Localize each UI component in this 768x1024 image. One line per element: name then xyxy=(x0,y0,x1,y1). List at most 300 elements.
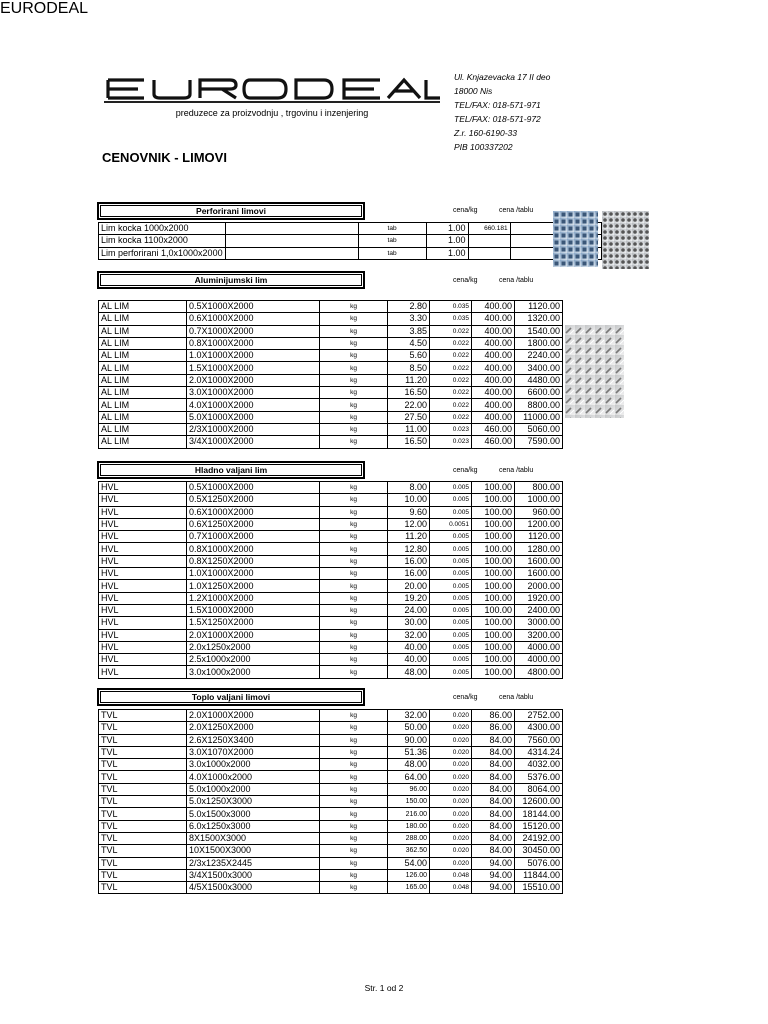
col-header-cena-kg: cena/kg xyxy=(453,277,478,284)
col-header-cena-tablu: cena /tablu xyxy=(499,694,534,701)
cell-factor: 0.005 xyxy=(430,629,472,641)
cell-unit: kg xyxy=(320,808,388,820)
cell-price-kg: 100.00 xyxy=(472,604,515,616)
cell-name: Lim kocka 1000x2000 xyxy=(99,223,226,235)
aluminijum-rebrasti-lim-image xyxy=(565,325,624,418)
table-row xyxy=(99,362,563,374)
cell-unit: kg xyxy=(320,362,388,374)
cell-quantity: 48.00 xyxy=(388,759,430,771)
cell-dimension: 4.0X1000x2000 xyxy=(187,771,320,783)
cell-quantity: 1.00 xyxy=(426,223,468,235)
cell-price-sheet: 6600.00 xyxy=(515,387,563,399)
cell-factor: 0.020 xyxy=(430,832,472,844)
cell-unit: kg xyxy=(320,771,388,783)
cell-factor: 0.020 xyxy=(430,845,472,857)
table-row xyxy=(99,604,563,616)
cell-price-sheet: 2400.00 xyxy=(515,604,563,616)
cell-name: HVL xyxy=(99,531,187,543)
cell-unit: kg xyxy=(320,820,388,832)
cell-factor: 0.022 xyxy=(430,337,472,349)
col-header-cena-kg: cena/kg xyxy=(453,207,478,214)
cell-name: AL LIM xyxy=(99,436,187,448)
cell-quantity: 10.00 xyxy=(388,494,430,506)
cell-price-kg: 100.00 xyxy=(472,494,515,506)
cell-quantity: 16.50 xyxy=(388,436,430,448)
cell-quantity: 16.00 xyxy=(388,568,430,580)
cell-name: AL LIM xyxy=(99,411,187,423)
cell-quantity: 150.00 xyxy=(388,796,430,808)
cell-factor: 0.022 xyxy=(430,399,472,411)
cell-dimension: 6.0x1250x3000 xyxy=(187,820,320,832)
cell-unit: kg xyxy=(320,518,388,530)
cell-dimension: 1.5X1000X2000 xyxy=(187,362,320,374)
cell-unit: kg xyxy=(320,759,388,771)
cell-unit: kg xyxy=(320,580,388,592)
cell-factor: 0.022 xyxy=(430,350,472,362)
table-row xyxy=(99,832,563,844)
cell-dimension: 2/3x1235X2445 xyxy=(187,857,320,869)
table-row xyxy=(99,423,563,435)
cell-quantity: 51.36 xyxy=(388,746,430,758)
col-header-cena-tablu: cena /tablu xyxy=(499,277,534,284)
cell-price-kg: 100.00 xyxy=(472,531,515,543)
cell-price-kg xyxy=(510,223,553,235)
table-row xyxy=(99,869,563,881)
cell-price-sheet: 11844.00 xyxy=(515,869,563,881)
section-header-hladno-valjani: Hladno valjani lim xyxy=(97,461,365,479)
cell-unit: tab xyxy=(358,247,426,259)
cell-unit: kg xyxy=(320,350,388,362)
cell-name: AL LIM xyxy=(99,325,187,337)
cell-unit: kg xyxy=(320,857,388,869)
cell-price-kg: 460.00 xyxy=(472,423,515,435)
cell-dimension: 0.6X1250X2000 xyxy=(187,518,320,530)
col-header-cena-kg: cena/kg xyxy=(453,467,478,474)
cell-unit: kg xyxy=(320,654,388,666)
cell-name: TVL xyxy=(99,869,187,881)
cell-price-kg: 400.00 xyxy=(472,411,515,423)
cell-price-sheet: 18144.00 xyxy=(515,808,563,820)
cell-factor: 0.005 xyxy=(430,641,472,653)
cell-unit: kg xyxy=(320,494,388,506)
cell-dimension: 2.0X1000X2000 xyxy=(187,374,320,386)
cell-name: HVL xyxy=(99,604,187,616)
cell-price-sheet: 24192.00 xyxy=(515,832,563,844)
cell-factor: 0.005 xyxy=(430,592,472,604)
table-hladno-valjani xyxy=(98,481,563,679)
cell-factor: 0.005 xyxy=(430,654,472,666)
cell-dimension: 2.0X1000X2000 xyxy=(187,710,320,722)
cell-factor: 0.020 xyxy=(430,820,472,832)
table-row xyxy=(99,783,563,795)
cell-quantity: 24.00 xyxy=(388,604,430,616)
cell-price-sheet: 800.00 xyxy=(515,482,563,494)
cell-name: AL LIM xyxy=(99,399,187,411)
contact-city: 18000 Nis xyxy=(454,86,493,96)
contact-account: Z.r. 160-6190-33 xyxy=(454,128,517,138)
cell-dimension: 5.0x1500x3000 xyxy=(187,808,320,820)
table-row xyxy=(99,568,563,580)
cell-quantity: 2.80 xyxy=(388,301,430,313)
cell-name: TVL xyxy=(99,710,187,722)
cell-quantity: 50.00 xyxy=(388,722,430,734)
cell-unit: tab xyxy=(358,235,426,247)
cell-quantity: 16.50 xyxy=(388,387,430,399)
cell-unit: tab xyxy=(358,223,426,235)
cell-quantity: 4.50 xyxy=(388,337,430,349)
cell-name: HVL xyxy=(99,629,187,641)
cell-name: TVL xyxy=(99,722,187,734)
cell-quantity: 165.00 xyxy=(388,882,430,894)
cell-dimension: 5.0x1250X3000 xyxy=(187,796,320,808)
cell-price-kg: 84.00 xyxy=(472,808,515,820)
cell-price-kg: 100.00 xyxy=(472,568,515,580)
table-row xyxy=(99,845,563,857)
cell-dimension: 1.5X1000X2000 xyxy=(187,604,320,616)
cell-dimension: 1.2X1000X2000 xyxy=(187,592,320,604)
cell-factor: 660.181 xyxy=(468,223,510,235)
cell-price-kg: 84.00 xyxy=(472,734,515,746)
cell-factor: 0.020 xyxy=(430,771,472,783)
cell-price-kg xyxy=(510,235,553,247)
cell-price-kg: 400.00 xyxy=(472,350,515,362)
cell-price-sheet: 11000.00 xyxy=(515,411,563,423)
cell-price-sheet: 7590.00 xyxy=(515,436,563,448)
cell-price-sheet: 12600.00 xyxy=(515,796,563,808)
cell-factor: 0.020 xyxy=(430,796,472,808)
cell-dimension: 0.8X1000X2000 xyxy=(187,543,320,555)
cell-name: AL LIM xyxy=(99,337,187,349)
logo-underline xyxy=(104,101,440,103)
cell-dimension: 4.0X1000X2000 xyxy=(187,399,320,411)
cell-price-kg: 94.00 xyxy=(472,882,515,894)
lim-kocka-image xyxy=(553,211,598,267)
cell-unit: kg xyxy=(320,869,388,881)
cell-price-sheet: 3400.00 xyxy=(515,362,563,374)
cell-dimension xyxy=(225,235,358,247)
cell-quantity: 16.00 xyxy=(388,555,430,567)
cell-unit: kg xyxy=(320,411,388,423)
cell-factor: 0.035 xyxy=(430,313,472,325)
cell-factor: 0.022 xyxy=(430,374,472,386)
cell-price-sheet: 2240.00 xyxy=(515,350,563,362)
cell-price-kg: 100.00 xyxy=(472,641,515,653)
cell-price-sheet: 1800.00 xyxy=(515,337,563,349)
cell-name: AL LIM xyxy=(99,301,187,313)
table-row xyxy=(99,882,563,894)
cell-name: TVL xyxy=(99,734,187,746)
table-row xyxy=(99,301,563,313)
cell-factor: 0.020 xyxy=(430,734,472,746)
cell-dimension: 3/4X1500x3000 xyxy=(187,869,320,881)
cell-name: TVL xyxy=(99,746,187,758)
table-row xyxy=(99,710,563,722)
cell-name: AL LIM xyxy=(99,350,187,362)
cell-factor: 0.022 xyxy=(430,411,472,423)
cell-price-kg: 100.00 xyxy=(472,654,515,666)
cell-factor: 0.035 xyxy=(430,301,472,313)
cell-price-kg: 100.00 xyxy=(472,506,515,518)
cell-name: HVL xyxy=(99,580,187,592)
cell-price-sheet: 1320.00 xyxy=(515,313,563,325)
table-row xyxy=(99,235,602,247)
cell-dimension: 3.0X1070X2000 xyxy=(187,746,320,758)
cell-unit: kg xyxy=(320,374,388,386)
section-header-perforirani: Perforirani limovi xyxy=(97,202,365,220)
cell-name: HVL xyxy=(99,482,187,494)
cell-quantity: 288.00 xyxy=(388,832,430,844)
cell-price-sheet: 1600.00 xyxy=(515,568,563,580)
cell-quantity: 32.00 xyxy=(388,629,430,641)
cell-quantity: 20.00 xyxy=(388,580,430,592)
cell-factor: 0.020 xyxy=(430,746,472,758)
cell-quantity: 8.00 xyxy=(388,482,430,494)
table-row xyxy=(99,350,563,362)
cell-quantity: 8.50 xyxy=(388,362,430,374)
cell-factor: 0.020 xyxy=(430,759,472,771)
cell-name: TVL xyxy=(99,759,187,771)
cell-dimension: 1.0X1000X2000 xyxy=(187,568,320,580)
cell-name: HVL xyxy=(99,666,187,678)
table-row xyxy=(99,771,563,783)
cell-unit: kg xyxy=(320,666,388,678)
cell-name: HVL xyxy=(99,494,187,506)
cell-factor: 0.020 xyxy=(430,710,472,722)
section-header-toplo-valjani: Toplo valjani limovi xyxy=(97,688,365,706)
cell-name: AL LIM xyxy=(99,313,187,325)
cell-price-kg: 86.00 xyxy=(472,722,515,734)
cell-price-sheet: 2752.00 xyxy=(515,710,563,722)
cell-quantity: 54.00 xyxy=(388,857,430,869)
cell-factor: 0.005 xyxy=(430,482,472,494)
cell-dimension: 3.0x1000x2000 xyxy=(187,666,320,678)
cell-factor: 0.020 xyxy=(430,722,472,734)
table-row xyxy=(99,580,563,592)
cell-quantity: 5.60 xyxy=(388,350,430,362)
cell-price-sheet: 4800.00 xyxy=(515,666,563,678)
cell-price-sheet: 4000.00 xyxy=(515,641,563,653)
table-row xyxy=(99,617,563,629)
cell-unit: kg xyxy=(320,617,388,629)
eurodeal-logo xyxy=(104,74,440,104)
cell-price-kg: 400.00 xyxy=(472,325,515,337)
cell-name: HVL xyxy=(99,568,187,580)
cell-price-sheet: 8800.00 xyxy=(515,399,563,411)
cell-quantity: 3.85 xyxy=(388,325,430,337)
table-row xyxy=(99,746,563,758)
contact-phone-1: TEL/FAX: 018-571-971 xyxy=(454,100,541,110)
cell-factor: 0.020 xyxy=(430,808,472,820)
cell-price-sheet: 4480.00 xyxy=(515,374,563,386)
cell-quantity: 96.00 xyxy=(388,783,430,795)
cell-name: HVL xyxy=(99,592,187,604)
cell-quantity: 40.00 xyxy=(388,654,430,666)
cell-price-kg: 84.00 xyxy=(472,796,515,808)
cell-dimension: 0.8X1250X2000 xyxy=(187,555,320,567)
cell-price-sheet: 1280.00 xyxy=(515,543,563,555)
cell-quantity: 3.30 xyxy=(388,313,430,325)
cell-price-kg: 100.00 xyxy=(472,666,515,678)
cell-price-kg: 400.00 xyxy=(472,362,515,374)
cell-dimension: 3.0X1000X2000 xyxy=(187,387,320,399)
cell-price-sheet: 5060.00 xyxy=(515,423,563,435)
cell-price-sheet: 960.00 xyxy=(515,506,563,518)
cell-price-sheet: 4300.00 xyxy=(515,722,563,734)
cell-price-sheet: 4032.00 xyxy=(515,759,563,771)
cell-factor: 0.048 xyxy=(430,882,472,894)
cell-price-sheet: 1120.00 xyxy=(515,531,563,543)
cell-dimension xyxy=(225,223,358,235)
table-row xyxy=(99,722,563,734)
cell-dimension: 5.0x1000x2000 xyxy=(187,783,320,795)
table-row xyxy=(99,247,602,259)
table-row xyxy=(99,325,563,337)
table-row xyxy=(99,411,563,423)
cell-dimension: 0.7X1000X2000 xyxy=(187,531,320,543)
table-row xyxy=(99,555,563,567)
cell-unit: kg xyxy=(320,641,388,653)
cell-price-kg: 86.00 xyxy=(472,710,515,722)
cell-price-sheet: 5076.00 xyxy=(515,857,563,869)
cell-name: TVL xyxy=(99,808,187,820)
cell-name: TVL xyxy=(99,882,187,894)
col-header-cena-tablu: cena /tablu xyxy=(499,207,534,214)
cell-price-sheet: 3000.00 xyxy=(515,617,563,629)
cell-price-kg: 400.00 xyxy=(472,337,515,349)
cell-quantity: 1.00 xyxy=(426,247,468,259)
table-row xyxy=(99,531,563,543)
cell-dimension: 2.0X1000X2000 xyxy=(187,629,320,641)
table-row xyxy=(99,543,563,555)
cell-unit: kg xyxy=(320,832,388,844)
cell-factor: 0.022 xyxy=(430,387,472,399)
cell-unit: kg xyxy=(320,543,388,555)
cell-dimension: 4/5X1500x3000 xyxy=(187,882,320,894)
cell-unit: kg xyxy=(320,555,388,567)
cell-name: AL LIM xyxy=(99,423,187,435)
cell-quantity: 1.00 xyxy=(426,235,468,247)
cell-price-kg: 84.00 xyxy=(472,820,515,832)
cell-quantity: 64.00 xyxy=(388,771,430,783)
cell-dimension: 3/4X1000X2000 xyxy=(187,436,320,448)
table-row xyxy=(99,808,563,820)
contact-pib: PIB 100337202 xyxy=(454,142,513,152)
cell-unit: kg xyxy=(320,710,388,722)
cell-quantity: 180.00 xyxy=(388,820,430,832)
cell-dimension: 0.7X1000X2000 xyxy=(187,325,320,337)
cell-factor: 0.023 xyxy=(430,423,472,435)
table-row xyxy=(99,734,563,746)
section-header-aluminijum: Aluminijumski lim xyxy=(97,271,365,289)
table-row xyxy=(99,494,563,506)
cell-quantity: 40.00 xyxy=(388,641,430,653)
cell-dimension: 2.0X1250X2000 xyxy=(187,722,320,734)
cell-price-kg: 100.00 xyxy=(472,543,515,555)
cell-name: TVL xyxy=(99,832,187,844)
cell-price-sheet: 7560.00 xyxy=(515,734,563,746)
cell-unit: kg xyxy=(320,734,388,746)
contact-phone-2: TEL/FAX: 018-571-972 xyxy=(454,114,541,124)
cell-factor: 0.0051 xyxy=(430,518,472,530)
cell-price-kg: 100.00 xyxy=(472,629,515,641)
cell-quantity: 11.20 xyxy=(388,531,430,543)
cell-quantity: 30.00 xyxy=(388,617,430,629)
cell-unit: kg xyxy=(320,845,388,857)
cell-price-kg: 100.00 xyxy=(472,592,515,604)
cell-unit: kg xyxy=(320,604,388,616)
table-row xyxy=(99,759,563,771)
cell-factor: 0.022 xyxy=(430,362,472,374)
cell-quantity: 19.20 xyxy=(388,592,430,604)
cell-unit: kg xyxy=(320,399,388,411)
cell-unit: kg xyxy=(320,629,388,641)
cell-price-sheet: 5376.00 xyxy=(515,771,563,783)
cell-price-sheet: 15120.00 xyxy=(515,820,563,832)
table-row xyxy=(99,518,563,530)
cell-dimension: 5.0X1000X2000 xyxy=(187,411,320,423)
cell-dimension: 0.6X1000X2000 xyxy=(187,506,320,518)
cell-unit: kg xyxy=(320,325,388,337)
cell-name: HVL xyxy=(99,506,187,518)
cell-name: TVL xyxy=(99,783,187,795)
cell-price-kg: 400.00 xyxy=(472,374,515,386)
cell-price-sheet: 8064.00 xyxy=(515,783,563,795)
cell-dimension: 0.8X1000X2000 xyxy=(187,337,320,349)
cell-price-kg: 84.00 xyxy=(472,845,515,857)
cell-dimension: 1.5X1250X2000 xyxy=(187,617,320,629)
cell-factor: 0.005 xyxy=(430,568,472,580)
cell-name: AL LIM xyxy=(99,362,187,374)
cell-quantity: 12.80 xyxy=(388,543,430,555)
cell-name: TVL xyxy=(99,820,187,832)
cell-price-sheet: 4000.00 xyxy=(515,654,563,666)
cell-price-kg: 84.00 xyxy=(472,783,515,795)
cell-price-sheet: 1540.00 xyxy=(515,325,563,337)
cell-price-sheet: 30450.00 xyxy=(515,845,563,857)
cell-price-sheet: 4314.24 xyxy=(515,746,563,758)
perforirani-lim-image xyxy=(602,211,649,269)
cell-price-sheet: 1000.00 xyxy=(515,494,563,506)
cell-unit: kg xyxy=(320,337,388,349)
cell-dimension: 8X1500X3000 xyxy=(187,832,320,844)
cell-price-kg: 460.00 xyxy=(472,436,515,448)
cell-factor: 0.005 xyxy=(430,617,472,629)
cell-price-kg: 84.00 xyxy=(472,771,515,783)
cell-price-kg: 84.00 xyxy=(472,832,515,844)
cell-unit: kg xyxy=(320,592,388,604)
cell-name: Lim perforirani 1,0x1000x2000 xyxy=(99,247,226,259)
contact-info xyxy=(454,70,550,154)
cell-dimension: 2.5x1000x2000 xyxy=(187,654,320,666)
cell-name: TVL xyxy=(99,857,187,869)
table-aluminijum xyxy=(98,300,563,449)
cell-price-kg: 100.00 xyxy=(472,518,515,530)
cell-price-kg: 100.00 xyxy=(472,555,515,567)
cell-price-sheet: 15510.00 xyxy=(515,882,563,894)
cell-name: HVL xyxy=(99,617,187,629)
cell-quantity: 48.00 xyxy=(388,666,430,678)
cell-name: HVL xyxy=(99,555,187,567)
table-row xyxy=(99,399,563,411)
cell-factor: 0.005 xyxy=(430,494,472,506)
table-row xyxy=(99,666,563,678)
contact-address: Ul. Knjazevacka 17 II deo xyxy=(454,72,551,82)
cell-price-kg: 400.00 xyxy=(472,399,515,411)
table-row xyxy=(99,629,563,641)
table-row xyxy=(99,482,563,494)
cell-price-sheet: 2000.00 xyxy=(515,580,563,592)
table-row xyxy=(99,337,563,349)
